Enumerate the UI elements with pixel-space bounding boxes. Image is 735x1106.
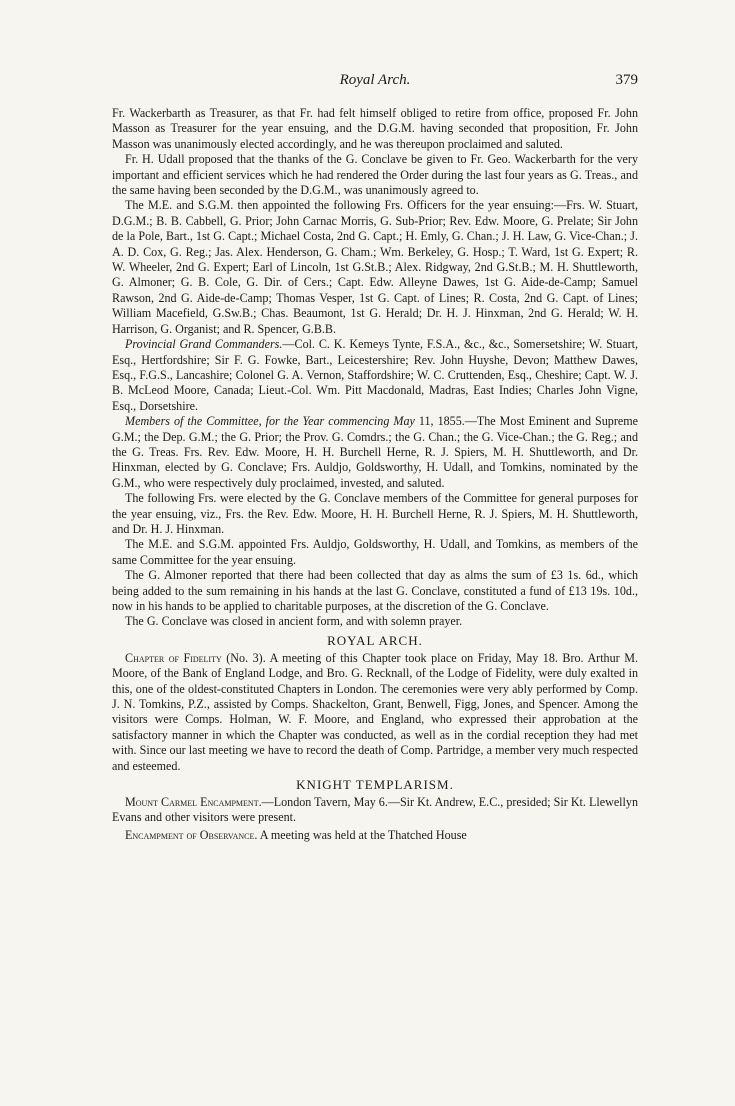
paragraph — [112, 337, 638, 414]
paragraph: The M.E. and S.G.M. appointed Frs. Auldjo, Goldsworthy, H. Udall, and Tomkins, as members of the same Committee for the year ensuing. — [112, 537, 638, 567]
paragraph: The G. Conclave was closed in ancient form, and with solemn prayer. — [125, 614, 463, 629]
page — [112, 72, 638, 843]
paragraph-lead: Chapter of Fidelity — [125, 650, 222, 665]
page-number: 379 — [615, 72, 638, 88]
paragraph: Fr. H. Udall proposed that the thanks of the G. Conclave be given to Fr. Geo. Wackerbarth for the very important and efficient services which he had rendered the Order during the last four years as G. Treas., and the same having been seconded by the D.G.M., was unanimously agreed to. — [112, 152, 638, 198]
paragraph: The G. Almoner reported that there had been collected that day as alms the sum of £3 1s. 6d., which being added to the sum remaining in his hands at the last G. Conclave, constituted a fund of £13 19s. 10d., now in his hands to be applied to charitable purposes, at the discretion of the G. Conclave. — [112, 568, 638, 613]
paragraph: The M.E. and S.G.M. then appointed the following Frs. Officers for the year ensuing:—Frs. W. Stuart, D.G.M.; B. B. Cabbell, G. Prior; John Carnac Morris, G. Sub-Prior; Rev. Edw. Moore, G. Prelate; Sir John de la Pole, Bart., 1st G. Capt.; Michael Costa, 2nd G. Capt.; H. Emly, G. Chan.; J. H. Law, G. Vice-Chan.; J. A. D. Cox, G. Reg.; Jas. Alex. Henderson, G. Cham.; Wm. Berkeley, G. Hosp.; T. Ward, 1st G. Expert; R. W. Wheeler, 2nd G. Expert; Earl of Lincoln, 1st G.St.B.; Alex. Ridgway, 2nd G.St.B.; M. H. Shuttleworth, G. Almoner; G. B. Cole, G. Dir. of Cers.; Capt. Edw. Alleyne Dawes, 1st G. Aide-de-Camp; Samuel Rawson, 2nd G. Aide-de-Camp; Thomas Vesper, 1st G. Capt. of Lines; R. Costa, 2nd G. Capt. of Lines; William Macefield, G.Sw.B.; Chas. Beaumont, 1st G. Herald; Dr. H. J. Hinxman, 2nd G. Herald; W. H. Harrison, G. Organist; and R. Spencer, G.B.B. — [112, 198, 638, 336]
paragraph-lead: Members of the Committee, for the Year commencing May — [125, 414, 415, 429]
paragraph-lead: Encampment of Observance. — [125, 827, 258, 842]
paragraph-text: (No. 3). A meeting of this Chapter took place on Friday, May 18. Bro. Arthur M. Moore, of the Bank of England Lodge, and Bro. G. Recknall, of the Lodge of Fidelity, were duly exalted in this, one of the oldest-constituted Chapters in London. The ceremonies were very ably performed by Comp. J. N. Tomkins, P.Z., assisted by Comps. Shackelton, Grant, Benwell, Figg, Jones, and Spencer. Among the visitors were Comps. Holman, W. F. Moore, and England, who expressed their approbation at the satisfactory manner in which the Chapter was conducted, as well as in the cordial reception they had met with. Since our last meeting we have to record the death of Comp. Partridge, a member very much respected and esteemed. — [112, 650, 638, 773]
page-header — [112, 72, 638, 94]
paragraph — [112, 828, 638, 843]
section-heading-knight-templarism: KNIGHT TEMPLARISM. — [296, 777, 454, 793]
paragraph-text: 11, 1855.—The Most Eminent and Supreme G.M.; the Dep. G.M.; the G. Prior; the Prov. G. Comdrs.; the G. Chan.; the G. Vice-Chan.; the G. Reg.; and the G. Treas. Frs. Rev. Edw. Moore, H. H. Burchell Herne, R. J. Spiers, M. H. Shuttleworth, and Dr. Hinxman, elected by G. Conclave; Frs. Auldjo, Goldsworthy, H. Udall, and Tomkins, nominated by the G.M., who were respectively duly proclaimed, invested, and saluted. — [112, 414, 638, 490]
paragraph — [112, 795, 638, 826]
paragraph — [112, 414, 638, 491]
paragraph-text: —London Tavern, May 6.—Sir Kt. Andrew, E.C., presided; Sir Kt. Llewellyn Evans and other visitors were present. — [112, 795, 638, 825]
paragraph-text: —Col. C. K. Kemeys Tynte, F.S.A., &c., &c., Somersetshire; W. Stuart, Esq., Hertfordshire; Sir F. G. Fowke, Bart., Leicestershire; Rev. John Huyshe, Devon; Matthew Dawes, Esq., F.G.S., Lancashire; Colonel G. A. Vernon, Staffordshire; W. C. Cruttenden, Esq., Cheshire; Capt. W. J. B. McLeod Moore, Canada; Lieut.-Col. Wm. Pitt Macdonald, Madras, East Indies; Charles John Vigne, Esq., Dorsetshire. — [112, 337, 638, 413]
paragraph-lead: Provincial Grand Commanders. — [125, 337, 283, 352]
paragraph: The following Frs. were elected by the G. Conclave members of the Committee for general purposes for the year ensuing, viz., Frs. the Rev. Edw. Moore, H. H. Burchell Herne, R. J. Spiers, M. H. Shuttleworth, and Dr. H. J. Hinxman. — [112, 491, 638, 536]
paragraph-lead: Mount Carmel Encampment. — [125, 795, 262, 810]
paragraph — [112, 651, 638, 774]
paragraph-text: A meeting was held at the Thatched House — [257, 827, 467, 842]
running-title: Royal Arch. — [339, 72, 411, 88]
paragraph: Fr. Wackerbarth as Treasurer, as that Fr. had felt himself obliged to retire from office, proposed Fr. John Masson as Treasurer for the year ensuing, and the D.G.M. having seconded that proposition, Fr. John Masson was unanimously elected accordingly, and he was thereupon proclaimed and saluted. — [112, 106, 638, 151]
section-heading-royal-arch: ROYAL ARCH. — [327, 632, 423, 648]
